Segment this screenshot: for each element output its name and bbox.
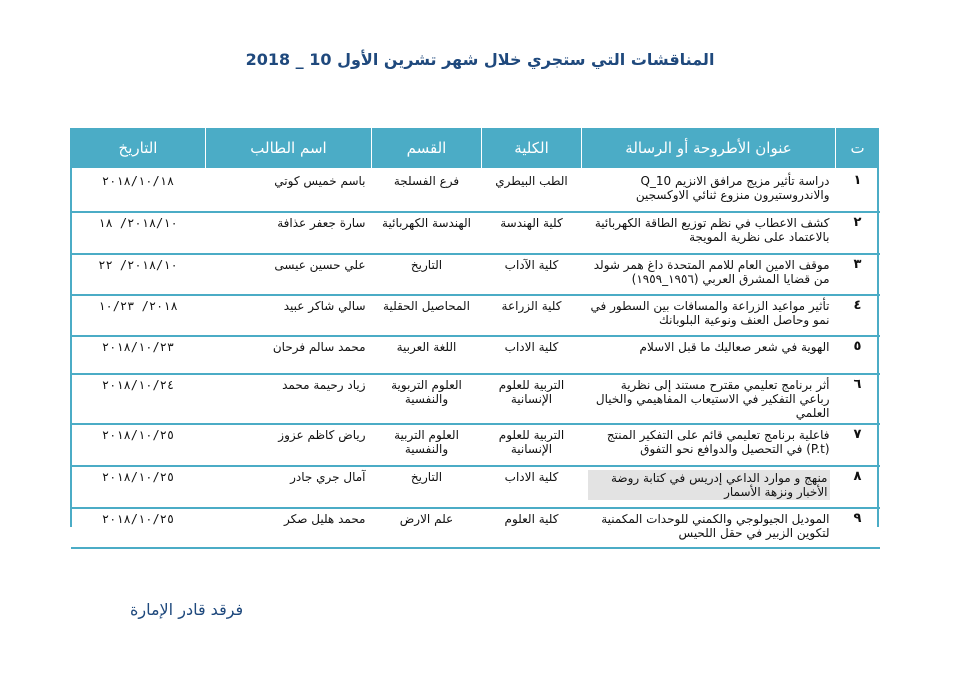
row-num: ٢ — [836, 212, 880, 254]
row-num: ٤ — [836, 295, 880, 336]
row-student: رياض كاظم عزوز — [206, 424, 372, 466]
header-date: التاريخ — [71, 128, 206, 170]
table-right-border — [877, 128, 879, 527]
row-thesis-text: منهج و موارد الداعي إدريس في كتابة روضة الأخبار ونزهة الأسمار — [588, 470, 830, 500]
page-title: المناقشات التي ستجري خلال شهر تشرين الأول 10 _ 2018 — [245, 50, 715, 69]
row-college: كلية الاداب — [482, 336, 582, 374]
table-row — [71, 212, 880, 254]
table-row — [71, 424, 880, 466]
row-date: ٢٠١٨/١٠/ ٢٢ — [71, 254, 206, 295]
row-dept: المحاصيل الحقلية — [372, 295, 482, 336]
row-num: ٨ — [836, 466, 880, 508]
row-thesis — [582, 466, 836, 508]
row-college: الطب البيطري — [482, 170, 582, 212]
row-thesis: كشف الاعطاب في نظم توزيع الطاقة الكهربائية بالاعتماد على نظرية المويجة — [582, 212, 836, 254]
row-dept: التاريخ — [372, 466, 482, 508]
row-num: ١ — [836, 170, 880, 212]
table-header-row — [71, 128, 880, 170]
row-thesis: فاعلية برنامج تعليمي قائم على التفكير المنتج (P.t) في التحصيل والدوافع نحو التفوق — [582, 424, 836, 466]
row-dept: الهندسة الكهربائية — [372, 212, 482, 254]
row-date: ٢٠١٨/١٠/٢٥ — [71, 424, 206, 466]
row-date: ٢٠١٨/١٠/٢٥ — [71, 508, 206, 548]
row-num: ٩ — [836, 508, 880, 548]
table-row — [71, 374, 880, 424]
row-college: كلية الزراعة — [482, 295, 582, 336]
row-date: ٢٠١٨/١٠/٢٥ — [71, 466, 206, 508]
row-thesis: الهوية في شعر صعاليك ما قبل الاسلام — [582, 336, 836, 374]
row-thesis: دراسة تأثير مزيج مرافق الانزيم Q_10 والاندروستيرون منزوع ثنائي الاوكسجين — [582, 170, 836, 212]
row-student: سارة جعفر عذافة — [206, 212, 372, 254]
row-student: زياد رحيمة محمد — [206, 374, 372, 424]
header-thesis: عنوان الأطروحة أو الرسالة — [582, 128, 836, 170]
row-date: ٢٠١٨/١٠/٢٣ — [71, 336, 206, 374]
row-dept: التاريخ — [372, 254, 482, 295]
table-row — [71, 295, 880, 336]
row-date: ٢٠١٨/ ١٠/٢٣ — [71, 295, 206, 336]
table-row — [71, 466, 880, 508]
row-num: ٦ — [836, 374, 880, 424]
row-college: كلية الاداب — [482, 466, 582, 508]
row-student: علي حسين عيسى — [206, 254, 372, 295]
row-thesis: أثر برنامج تعليمي مقترح مستند إلى نظرية رباعي التفكير في الاستيعاب المفاهيمي والخيال العلمي — [582, 374, 836, 424]
table-row — [71, 336, 880, 374]
row-thesis: موقف الامين العام للامم المتحدة داغ همر شولد من قضايا المشرق العربي (١٩٥٦_١٩٥٩) — [582, 254, 836, 295]
row-thesis: تأثير مواعيد الزراعة والمسافات بين السطور في نمو وحاصل العنف ونوعية البلوبانك — [582, 295, 836, 336]
row-college: كلية الهندسة — [482, 212, 582, 254]
row-college: كلية الآداب — [482, 254, 582, 295]
row-dept: اللغة العربية — [372, 336, 482, 374]
row-student: باسم خميس كوتي — [206, 170, 372, 212]
row-date: ٢٠١٨/١٠/ ١٨ — [71, 212, 206, 254]
defenses-table — [70, 128, 880, 549]
row-dept: العلوم التربية والنفسية — [372, 424, 482, 466]
header-college: الكلية — [482, 128, 582, 170]
row-num: ٥ — [836, 336, 880, 374]
header-student: اسم الطالب — [206, 128, 372, 170]
table-row — [71, 508, 880, 548]
row-date: ٢٠١٨/١٠/٢٤ — [71, 374, 206, 424]
row-college: التربية للعلوم الإنسانية — [482, 424, 582, 466]
row-college: التربية للعلوم الإنسانية — [482, 374, 582, 424]
row-thesis: الموديل الجيولوجي والكمني للوحدات المكمنية لتكوين الزبير في حقل اللحيس — [582, 508, 836, 548]
signature: فرقد قادر الإمارة — [130, 600, 244, 619]
row-num: ٣ — [836, 254, 880, 295]
row-student: سالي شاكر عبيد — [206, 295, 372, 336]
row-date: ٢٠١٨/١٠/١٨ — [71, 170, 206, 212]
row-student: آمال جري جادر — [206, 466, 372, 508]
row-num: ٧ — [836, 424, 880, 466]
row-college: كلية العلوم — [482, 508, 582, 548]
table-left-border — [70, 128, 72, 527]
table-row — [71, 254, 880, 295]
row-student: محمد هليل صكر — [206, 508, 372, 548]
header-dept: القسم — [372, 128, 482, 170]
row-student: محمد سالم فرحان — [206, 336, 372, 374]
row-dept: العلوم التربوية والنفسية — [372, 374, 482, 424]
header-num: ت — [836, 128, 880, 170]
row-dept: علم الارض — [372, 508, 482, 548]
row-dept: فرع الفسلجة — [372, 170, 482, 212]
table-row — [71, 170, 880, 212]
